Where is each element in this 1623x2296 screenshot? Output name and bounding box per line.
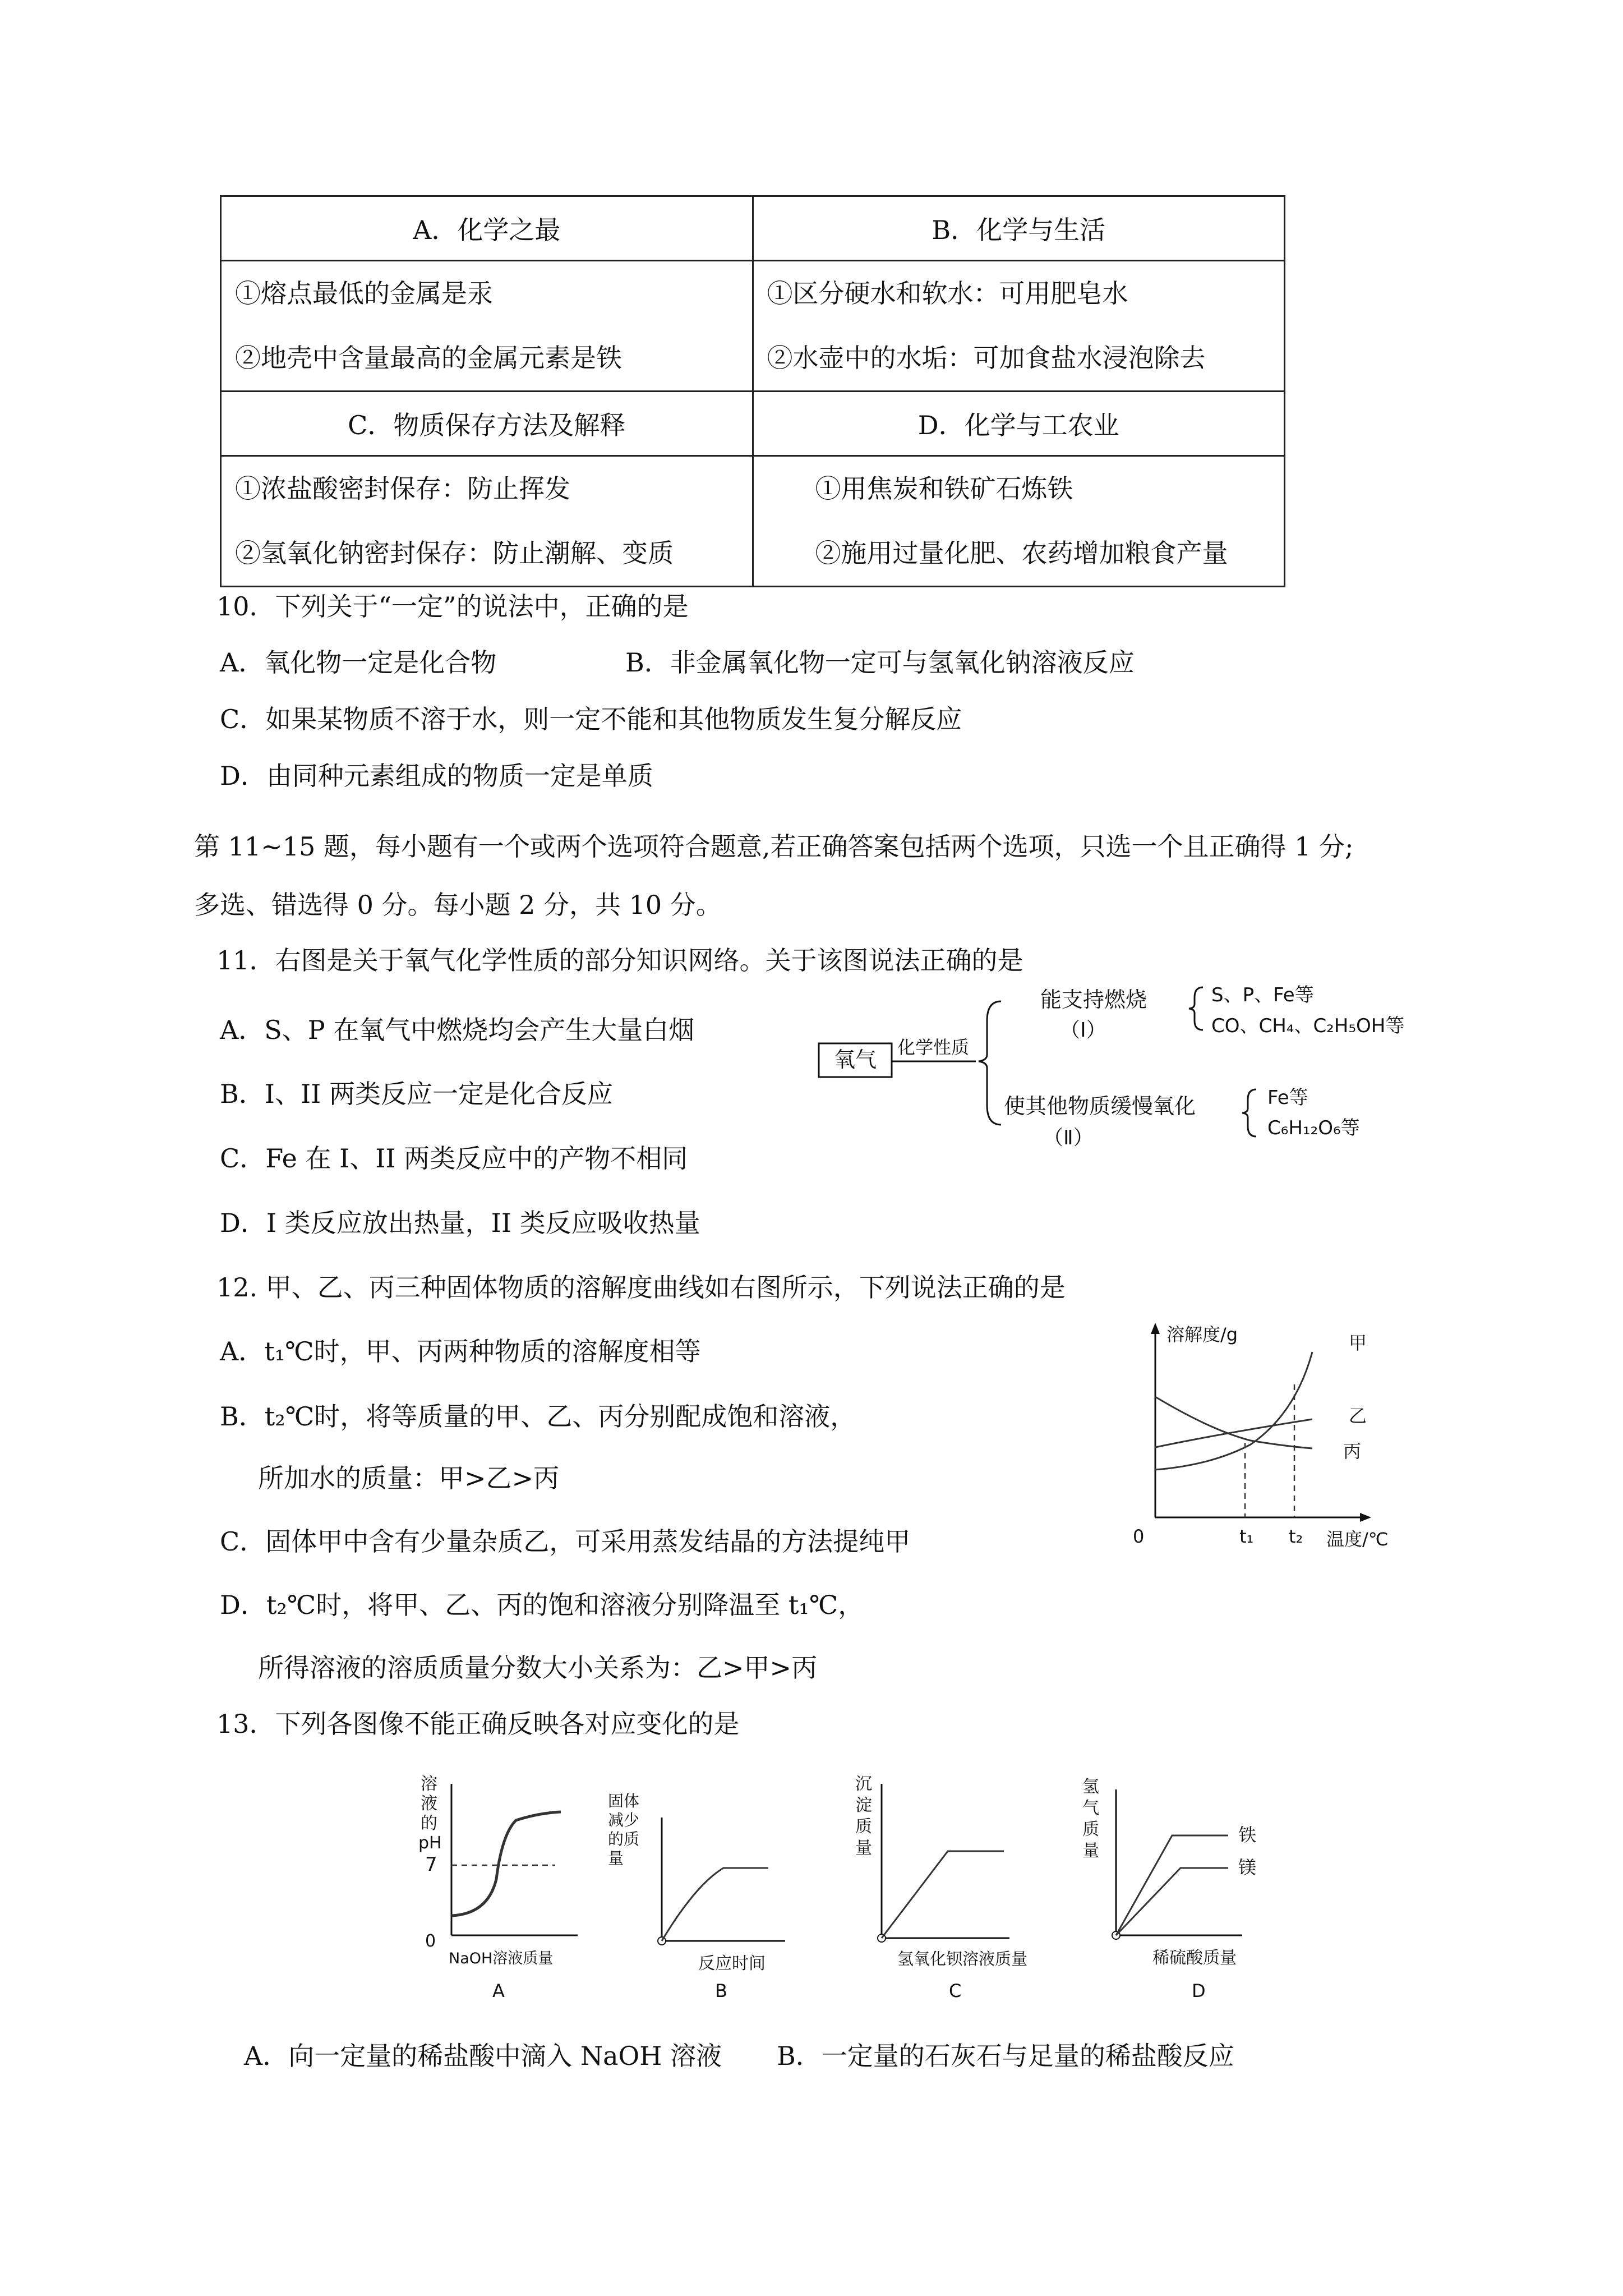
graph-d-xlabel: 稀硫酸质量 [1152,1948,1237,1968]
graph-c-ylabel-2: 淀 [855,1796,872,1815]
graph-c-ylabel-4: 量 [855,1838,872,1858]
q13-option-b: B．一定量的石灰石与足量的稀盐酸反应 [777,2041,1234,2071]
graph-a-ylabel-4: pH [418,1833,442,1853]
t2-label: t₂ [1289,1526,1303,1547]
table-b-line1: ①区分硬水和软水：可用肥皂水 [767,278,1128,309]
graph-d-ylabel-1: 氢 [1082,1777,1099,1797]
graph-c-precipitate [841,1767,1077,2014]
chemical-property-label: 化学性质 [897,1037,970,1058]
slow-oxidation-label: 使其他物质缓慢氧化 [1004,1094,1196,1119]
jia-label: 甲 [1349,1332,1367,1354]
section-instruction-line1: 第 11~15 题，每小题有一个或两个选项符合题意,若正确答案包括两个选项，只选一个且正确得 1 分; [194,831,1354,862]
q11-option-b: B．I、II 两类反应一定是化合反应 [220,1079,613,1109]
table-c-body [221,456,753,587]
graph-d-caption: D [1192,1980,1206,2001]
q11-option-a: A．S、P 在氧气中燃烧均会产生大量白烟 [220,1015,695,1045]
graph-b-curve [662,1868,768,1941]
graph-a-ph [415,1767,606,2014]
q12-option-a: A．t₁℃时，甲、丙两种物质的溶解度相等 [220,1336,701,1366]
slow-oxidation-brace [1242,1089,1256,1137]
graph-c-line [882,1851,1004,1938]
table-a-line1: ①熔点最低的金属是汞 [235,278,493,309]
q11-option-c: C．Fe 在 I、II 两类反应中的产物不相同 [220,1143,688,1174]
slow-example-a: Fe等 [1267,1087,1308,1109]
graph-b-ylabel-4: 量 [608,1849,624,1867]
main-brace [979,1001,1001,1125]
options-table [220,195,1285,587]
slow-example-b: C₆H₁₂O₆等 [1267,1117,1360,1139]
q10-option-c: C．如果某物质不溶于水，则一定不能和其他物质发生复分解反应 [220,704,962,734]
graph-c-xlabel: 氢氧化钡溶液质量 [897,1949,1028,1968]
graph-b-xlabel: 反应时间 [698,1954,766,1973]
q11-stem: 11．右图是关于氧气化学性质的部分知识网络。关于该图说法正确的是 [216,945,1023,976]
graph-d-iron-line [1116,1835,1228,1935]
solubility-curve-graph [1127,1318,1441,1554]
q12-option-d-line1: D．t₂℃时，将甲、乙、丙的饱和溶液分别降温至 t₁℃， [220,1590,864,1620]
combustion-example-a: S、P、Fe等 [1211,984,1314,1006]
table-a-body [221,261,753,392]
graph-c-ylabel-3: 质 [855,1817,872,1837]
table-b-line2: ②水壶中的水垢：可加食盐水浸泡除去 [767,343,1206,373]
graph-c-ylabel-1: 沉 [855,1774,872,1794]
q12-option-b-line2: 所加水的质量：甲>乙>丙 [258,1463,560,1493]
graph-b-ylabel-2: 减少 [608,1811,640,1829]
x-axis-label: 温度/℃ [1326,1529,1389,1550]
graph-b-solid-mass [600,1767,813,2014]
q13-stem: 13．下列各图像不能正确反映各对应变化的是 [216,1709,740,1739]
graph-a-caption: A [492,1980,505,2001]
graph-b-caption: B [715,1980,727,2001]
graph-d-ylabel-4: 量 [1082,1841,1099,1861]
q10-option-a: A．氧化物一定是化合物 [220,647,497,678]
table-d-line1: ①用焦炭和铁矿石炼铁 [815,473,1073,504]
oxygen-property-diagram [808,976,1447,1161]
graph-d-ylabel-3: 质 [1082,1820,1099,1839]
support-combustion-label: 能支持燃烧 [1040,987,1147,1012]
graph-d-iron-label: 铁 [1238,1824,1257,1846]
graph-a-curve [451,1812,561,1916]
graph-a-ylabel-2: 液 [421,1794,437,1814]
graph-d-mg-label: 镁 [1238,1857,1257,1878]
graph-c-caption: C [949,1980,962,2001]
t1-label: t₁ [1239,1526,1254,1547]
category-one-mark: （Ⅰ） [1060,1019,1106,1042]
table-a-line2: ②地壳中含量最高的金属元素是铁 [235,343,622,373]
q12-option-b-line1: B．t₂℃时，将等质量的甲、乙、丙分别配成饱和溶液， [220,1401,856,1432]
y-axis-label: 溶解度/g [1166,1324,1238,1345]
graph-a-xlabel: NaOH溶液质量 [449,1950,554,1967]
table-d-body [753,456,1285,587]
y-axis-arrow [1151,1323,1160,1334]
table-b-head: B．化学与生活 [753,196,1285,261]
graph-b-ylabel-3: 的质 [608,1830,640,1848]
q11-option-d: D．I 类反应放出热量，II 类反应吸收热量 [220,1208,700,1238]
q13-option-a: A．向一定量的稀盐酸中滴入 NaOH 溶液 [244,2041,722,2071]
bing-label: 丙 [1343,1441,1362,1462]
oxygen-label: 氧气 [833,1047,877,1072]
table-c-line2: ②氢氧化钠密封保存：防止潮解、变质 [235,538,674,568]
curve-yi [1155,1419,1312,1447]
yi-label: 乙 [1349,1405,1367,1427]
combustion-example-b: CO、CH₄、C₂H₅OH等 [1211,1015,1405,1037]
origin-label: 0 [1133,1526,1145,1547]
graph-a-origin: 0 [425,1931,436,1951]
q10-stem: 10．下列关于“一定”的说法中，正确的是 [216,591,689,622]
x-axis-arrow [1360,1513,1371,1522]
q10-option-d: D．由同种元素组成的物质一定是单质 [220,761,653,791]
q10-option-b: B．非金属氧化物一定可与氢氧化钠溶液反应 [625,647,1135,678]
graph-a-ylabel-3: 的 [421,1814,437,1833]
graph-b-ylabel-1: 固体 [608,1792,640,1810]
graph-a-seven: 7 [425,1853,437,1876]
graph-a-ylabel-1: 溶 [421,1774,437,1794]
combustion-brace [1189,987,1203,1030]
table-c-head: C．物质保存方法及解释 [221,392,753,456]
table-b-body [753,261,1285,392]
category-two-mark: （Ⅱ） [1043,1126,1094,1149]
table-a-head: A．化学之最 [221,196,753,261]
graph-d-mg-line [1116,1868,1228,1935]
q12-option-d-line2: 所得溶液的溶质质量分数大小关系为：乙>甲>丙 [258,1653,818,1683]
section-instruction-line2: 多选、错选得 0 分。每小题 2 分，共 10 分。 [194,890,722,920]
graph-d-hydrogen [1074,1767,1298,2014]
table-d-head: D．化学与工农业 [753,392,1285,456]
q12-stem: 12. 甲、乙、丙三种固体物质的溶解度曲线如右图所示，下列说法正确的是 [216,1272,1066,1303]
q12-option-c: C．固体甲中含有少量杂质乙，可采用蒸发结晶的方法提纯甲 [220,1526,911,1557]
table-d-line2: ②施用过量化肥、农药增加粮食产量 [815,538,1228,568]
graph-d-ylabel-2: 气 [1082,1798,1099,1818]
table-c-line1: ①浓盐酸密封保存：防止挥发 [235,473,570,504]
